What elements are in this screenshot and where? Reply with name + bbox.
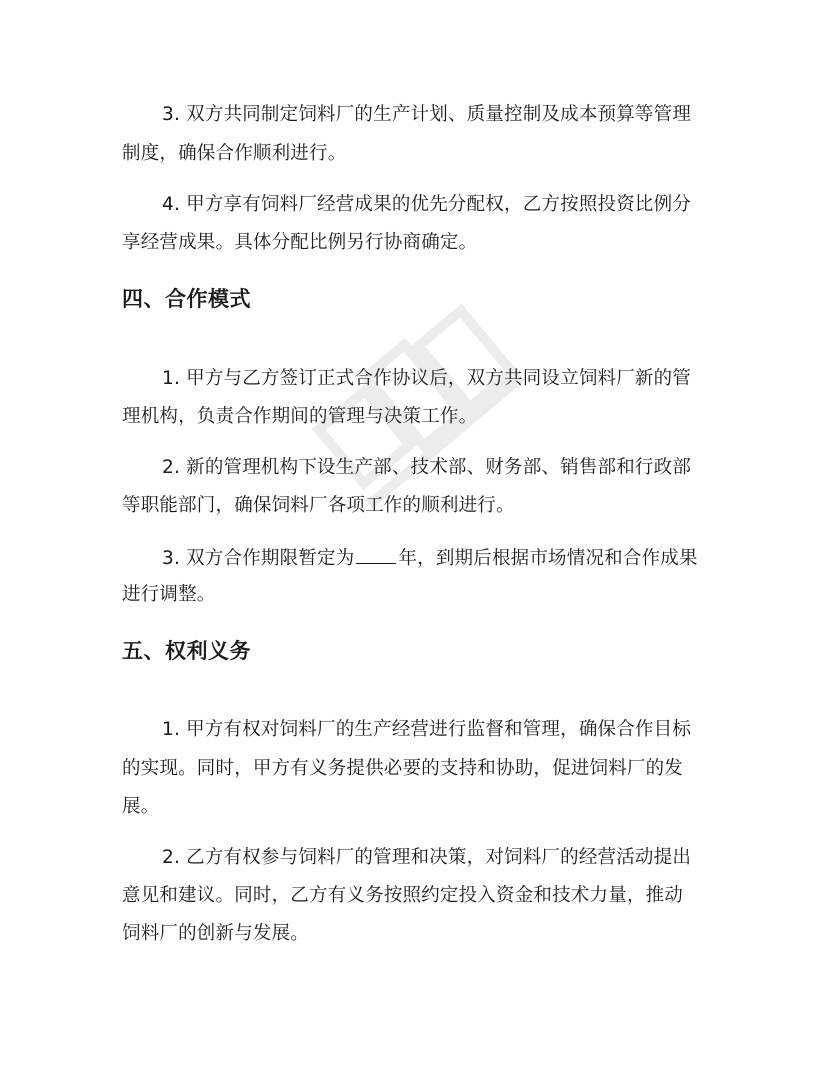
paragraph-line: 4. 甲方享有饲料厂经营成果的优先分配权，乙方按照投资比例分 <box>162 194 692 215</box>
paragraph-text: 3. 双方合作期限暂定为 <box>162 548 355 569</box>
paragraph-line: 1. 甲方与乙方签订正式合作协议后，双方共同设立饲料厂新的管 <box>162 368 692 389</box>
paragraph-text: 年，到期后根据市场情况和合作成果 <box>398 548 698 569</box>
section-heading: 五、权利义务 <box>122 639 251 663</box>
paragraph-line: 制度，确保合作顺利进行。 <box>122 143 347 164</box>
paragraph-line: 等职能部门，确保饲料厂各项工作的顺利进行。 <box>122 495 515 516</box>
paragraph-line: 意见和建议。同时，乙方有义务按照约定投入资金和技术力量，推动 <box>122 885 684 906</box>
paragraph-line: 享经营成果。具体分配比例另行协商确定。 <box>122 232 478 253</box>
paragraph-line: 2. 乙方有权参与饲料厂的管理和决策，对饲料厂的经营活动提出 <box>162 847 692 868</box>
paragraph-line: 展。 <box>122 796 160 817</box>
paragraph-line: 理机构，负责合作期间的管理与决策工作。 <box>122 406 478 427</box>
paragraph-line: 饲料厂的创新与发展。 <box>122 923 310 944</box>
paragraph-line: 3. 双方共同制定饲料厂的生产计划、质量控制及成本预算等管理 <box>162 104 692 125</box>
paragraph-line: 的实现。同时，甲方有义务提供必要的支持和协助，促进饲料厂的发 <box>122 758 684 779</box>
paragraph-line: 1. 甲方有权对饲料厂的生产经营进行监督和管理，确保合作目标 <box>162 719 692 740</box>
paragraph-line <box>162 545 752 571</box>
fill-in-blank <box>356 545 396 564</box>
section-heading: 四、合作模式 <box>122 287 251 311</box>
paragraph-line: 进行调整。 <box>122 584 216 605</box>
paragraph-line: 2. 新的管理机构下设生产部、技术部、财务部、销售部和行政部 <box>162 457 692 478</box>
